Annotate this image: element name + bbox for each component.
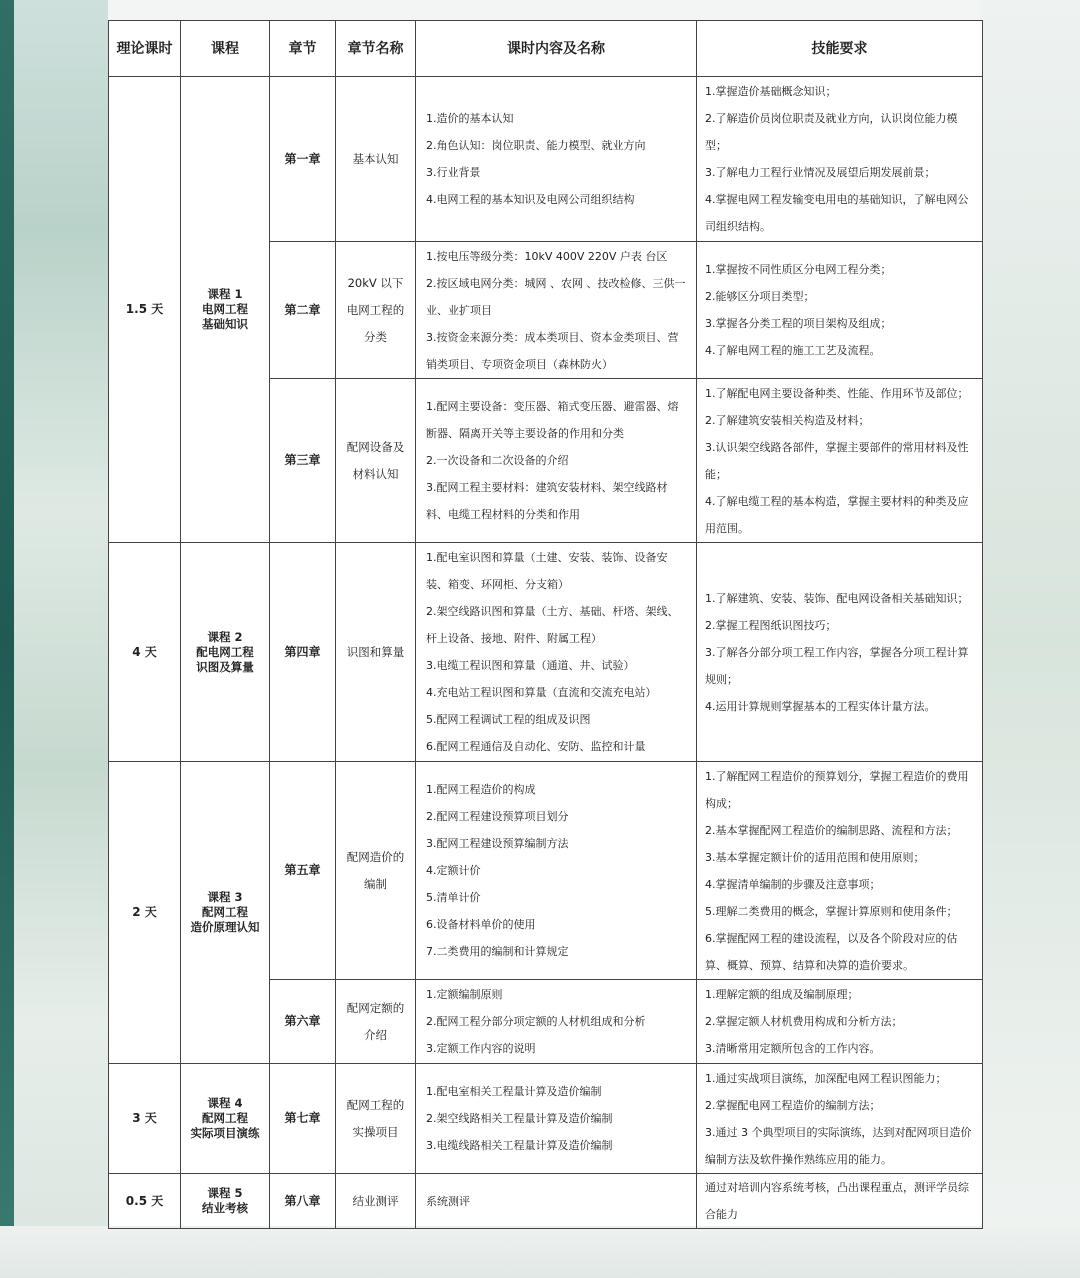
skills-cell: 通过对培训内容系统考核，凸出课程重点，测评学员综合能力 [697, 1174, 983, 1229]
course-cell: 课程 2 配电网工程 识图及算量 [181, 543, 270, 762]
skills-cell: 1.了解建筑、安装、装饰、配电网设备相关基础知识； 2.掌握工程图纸识图技巧； 3.了解各分部分项工程工作内容，掌握各分项工程计算规则； 4.运用计算规则掌握基本的工程实体计量方法。 [697, 543, 983, 762]
chapter-cell: 第五章 [270, 762, 336, 980]
content-cell: 1.配电室相关工程量计算及造价编制 2.架空线路相关工程量计算及造价编制 3.电缆线路相关工程量计算及造价编制 [416, 1064, 697, 1174]
chapter-name-cell: 配网定额的介绍 [336, 980, 416, 1064]
skills-cell: 1.了解配电网主要设备种类、性能、作用环节及部位； 2.了解建筑安装相关构造及材料； 3.认识架空线路各部件，掌握主要部件的常用材料及性能； 4.了解电缆工程的基本构造，掌握主要材料的种类及应用范围。 [697, 379, 983, 543]
chapter-cell: 第一章 [270, 77, 336, 242]
table-row [109, 77, 983, 242]
hours-cell: 4 天 [109, 543, 181, 762]
skills-cell: 1.掌握按不同性质区分电网工程分类； 2.能够区分项目类型； 3.掌握各分类工程的项目架构及组成； 4.了解电网工程的施工工艺及流程。 [697, 242, 983, 379]
chapter-cell: 第二章 [270, 242, 336, 379]
background-left-photo [0, 0, 108, 1278]
header-hours: 理论课时 [109, 21, 181, 77]
chapter-cell: 第四章 [270, 543, 336, 762]
header-course: 课程 [181, 21, 270, 77]
header-chapter-name: 章节名称 [336, 21, 416, 77]
skills-cell: 1.理解定额的组成及编制原理； 2.掌握定额人材机费用构成和分析方法； 3.清晰常用定额所包含的工作内容。 [697, 980, 983, 1064]
header-content: 课时内容及名称 [416, 21, 697, 77]
table-row [109, 762, 983, 980]
chapter-cell: 第三章 [270, 379, 336, 543]
background-right-photo [980, 0, 1080, 1278]
content-cell: 1.配网主要设备：变压器、箱式变压器、避雷器、熔断器、隔离开关等主要设备的作用和分类 2.一次设备和二次设备的介绍 3.配网工程主要材料：建筑安装材料、架空线路材料、电缆工程材料的分类和作用 [416, 379, 697, 543]
course-cell: 课程 3 配网工程 造价原理认知 [181, 762, 270, 1064]
hours-cell: 3 天 [109, 1064, 181, 1174]
course-cell: 课程 4 配网工程 实际项目演练 [181, 1064, 270, 1174]
header-skills: 技能要求 [697, 21, 983, 77]
chapter-cell: 第六章 [270, 980, 336, 1064]
chapter-cell: 第七章 [270, 1064, 336, 1174]
content-cell: 1.定额编制原则 2.配网工程分部分项定额的人材机组成和分析 3.定额工作内容的说明 [416, 980, 697, 1064]
course-cell: 课程 5 结业考核 [181, 1174, 270, 1229]
content-cell: 1.造价的基本认知 2.角色认知：岗位职责、能力模型、就业方向 3.行业背景 4.电网工程的基本知识及电网公司组织结构 [416, 77, 697, 242]
skills-cell: 1.掌握造价基础概念知识； 2.了解造价员岗位职责及就业方向，认识岗位能力模型； 3.了解电力工程行业情况及展望后期发展前景； 4.掌握电网工程发输变电用电的基础知识，了解电网公司组织结构。 [697, 77, 983, 242]
hours-cell: 1.5 天 [109, 77, 181, 543]
chapter-name-cell: 配网设备及材料认知 [336, 379, 416, 543]
background-left-edge [0, 0, 14, 1278]
hours-cell: 2 天 [109, 762, 181, 1064]
content-cell: 1.配电室识图和算量（土建、安装、装饰、设备安装、箱变、环网柜、分支箱） 2.架空线路识图和算量（土方、基础、杆塔、架线、杆上设备、接地、附件、附属工程） 3.电缆工程识图和算量（通道、井、试验） 4.充电站工程识图和算量（直流和交流充电站） 5.配网工程调试工程的组成及识图 6.配网工程通信及自动化、安防、监控和计量 [416, 543, 697, 762]
chapter-name-cell: 基本认知 [336, 77, 416, 242]
content-cell: 系统测评 [416, 1174, 697, 1229]
content-cell: 1.配网工程造价的构成 2.配网工程建设预算项目划分 3.配网工程建设预算编制方法 4.定额计价 5.清单计价 6.设备材料单价的使用 7.二类费用的编制和计算规定 [416, 762, 697, 980]
chapter-name-cell: 结业测评 [336, 1174, 416, 1229]
table-row [109, 543, 983, 762]
chapter-name-cell: 配网工程的实操项目 [336, 1064, 416, 1174]
course-cell: 课程 1 电网工程 基础知识 [181, 77, 270, 543]
chapter-cell: 第八章 [270, 1174, 336, 1229]
chapter-name-cell: 配网造价的编制 [336, 762, 416, 980]
curriculum-sheet [108, 20, 982, 1226]
hours-cell: 0.5 天 [109, 1174, 181, 1229]
content-cell: 1.按电压等级分类：10kV 400V 220V 户表 台区 2.按区域电网分类：城网 、农网 、技改检修、三供一业、业扩项目 3.按资金来源分类：成本类项目、资本金类项目、营销类项目、专项资金项目（森林防火） [416, 242, 697, 379]
table-header-row [109, 21, 983, 77]
curriculum-table [108, 20, 983, 1229]
skills-cell: 1.通过实战项目演练，加深配电网工程识图能力； 2.掌握配电网工程造价的编制方法； 3.通过 3 个典型项目的实际演练，达到对配网项目造价编制方法及软件操作熟练应用的能力。 [697, 1064, 983, 1174]
table-row [109, 1064, 983, 1174]
background-bottom [0, 1226, 1080, 1278]
skills-cell: 1.了解配网工程造价的预算划分，掌握工程造价的费用构成； 2.基本掌握配网工程造价的编制思路、流程和方法； 3.基本掌握定额计价的适用范围和使用原则； 4.掌握清单编制的步骤及注意事项； 5.理解二类费用的概念，掌握计算原则和使用条件； 6.掌握配网工程的建设流程，以及各个阶段对应的估算、概算、预算、结算和决算的造价要求。 [697, 762, 983, 980]
table-row [109, 1174, 983, 1229]
header-chapter: 章节 [270, 21, 336, 77]
chapter-name-cell: 20kV 以下电网工程的分类 [336, 242, 416, 379]
chapter-name-cell: 识图和算量 [336, 543, 416, 762]
